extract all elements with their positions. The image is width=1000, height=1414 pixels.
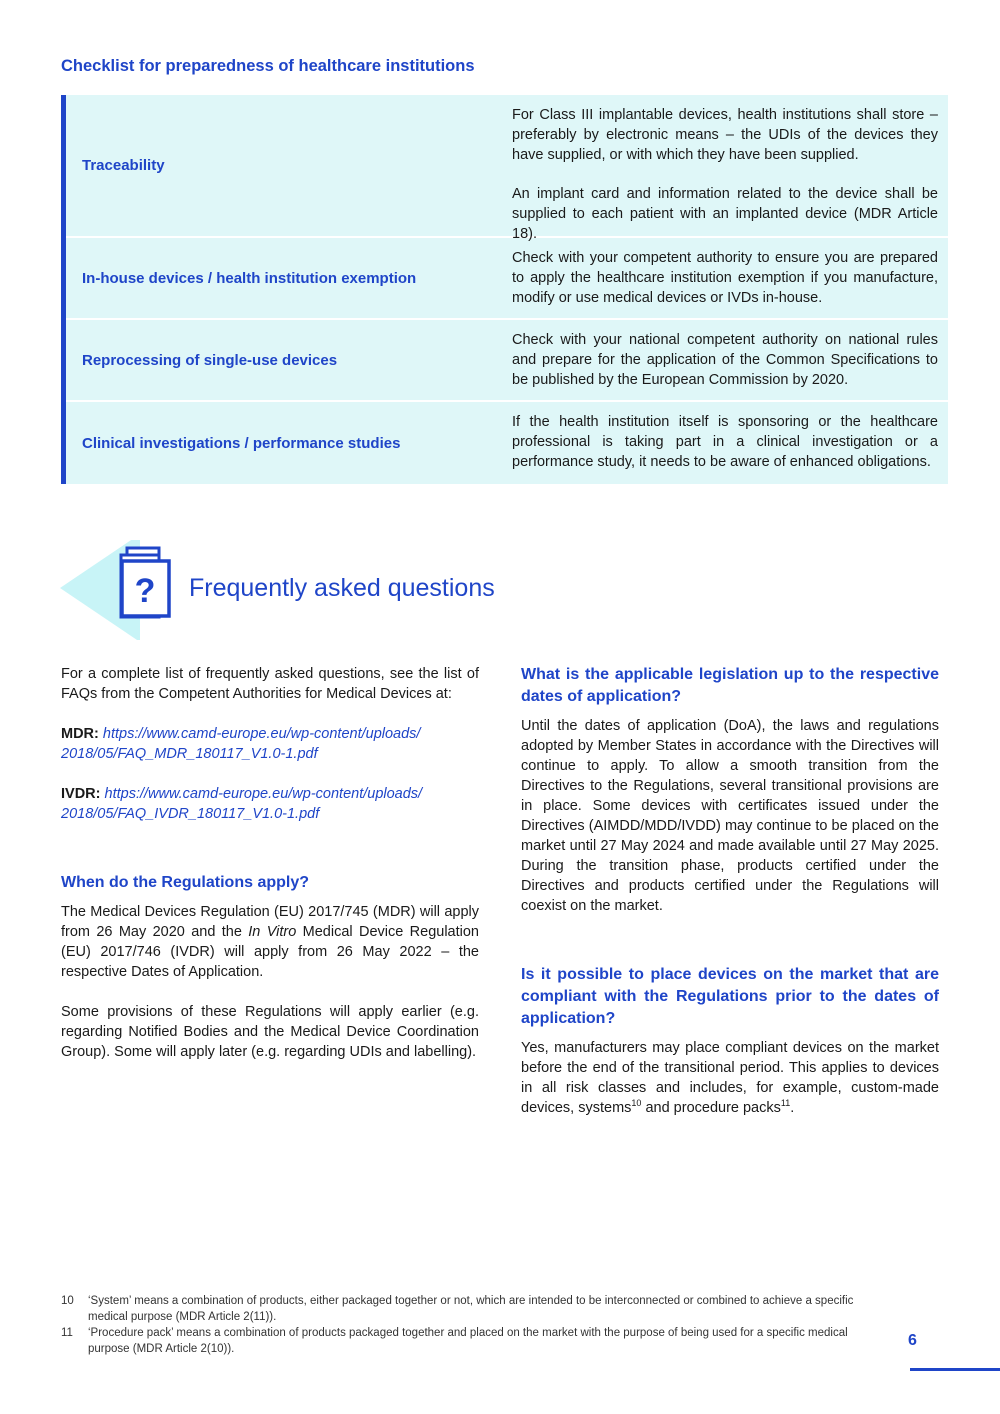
footnote-ref: 10 (631, 1098, 642, 1109)
ivdr-faq-link[interactable]: https://www.camd-europe.eu/wp-content/uploads/ 2018/05/FAQ_IVDR_180117_V1.0-1.pdf (61, 786, 423, 822)
right-column (521, 664, 939, 1118)
row-label: In-house devices / health institution exemption (82, 269, 417, 287)
checklist-row-reprocessing (66, 318, 948, 400)
faq-intro: For a complete list of frequently asked questions, see the list of FAQs from the Competent Authorities for Medical Devices at: (61, 666, 479, 702)
row-text (496, 320, 948, 400)
footnote (61, 1325, 861, 1357)
checklist-table (61, 95, 948, 484)
row-paragraph: An implant card and information related to the device shall be supplied to each patient with an implanted device (MDR Article 18). (512, 186, 938, 242)
checklist-row-traceability (66, 95, 948, 242)
svg-text:?: ? (134, 572, 156, 610)
row-paragraph: Check with your national competent authority on national rules and prepare for the application of the Common Specifications to be published by the European Commission by 2020. (512, 332, 938, 388)
mdr-label: MDR: (61, 726, 99, 742)
row-text (496, 238, 948, 318)
footnote (61, 1293, 861, 1325)
mdr-faq-link[interactable]: https://www.camd-europe.eu/wp-content/uploads/ 2018/05/FAQ_MDR_180117_V1.0-1.pdf (61, 726, 421, 762)
text-run: . (790, 1100, 795, 1116)
checklist-row-inhouse (66, 236, 948, 318)
faq-title: Frequently asked questions (189, 574, 495, 602)
footnote-text: ‘System’ means a combination of products, either packaged together or not, which are intended to be interconnected or combined to achieve a specific medical purpose (MDR Article 2(11)). (88, 1295, 854, 1323)
page-number: 6 (908, 1332, 917, 1349)
legislation-heading: What is the applicable legislation up to the respective dates of application? (521, 666, 939, 705)
checklist-row-clinical (66, 400, 948, 484)
footnotes (61, 1293, 861, 1357)
row-text (496, 95, 948, 242)
when-heading: When do the Regulations apply? (61, 874, 309, 891)
italic-run: In Vitro (248, 924, 297, 940)
left-column (61, 664, 479, 1062)
when-paragraph-1 (61, 902, 479, 982)
page-rule (910, 1368, 1000, 1371)
prior-body (521, 1038, 939, 1118)
text-run: Medical Device Regulation (EU) 2017/746 (IVDR) will apply from 26 May 2022 – the respective Dates of Application. (61, 924, 479, 980)
mdr-line (61, 724, 479, 764)
row-label: Reprocessing of single-use devices (82, 351, 338, 369)
checklist-title: Checklist for preparedness of healthcare institutions (61, 57, 475, 75)
legislation-body: Until the dates of application (DoA), the laws and regulations adopted by Member States in accordance with the Directives will continue to apply. To allow a smooth transition from the Directives to the Regulations, several transitional provisions are in place. Some devices with certificates issued under the Directives (AIMDD/MDD/IVDD) may continue to be placed on the market until 27 May 2024 and made available until 27 May 2025. During the transition phase, products certified under the Directives and products certified under the Regulations will coexist on the market. (521, 718, 939, 914)
text-run: The Medical Devices Regulation (EU) 2017/745 (MDR) will apply from 26 May 2020 and the (61, 904, 479, 940)
text-run: Yes, manufacturers may place compliant devices on the market before the end of the transitional period. This applies to devices in all risk classes and includes, for example, custom-made devices, systems (521, 1040, 939, 1116)
row-paragraph: If the health institution itself is sponsoring or the healthcare professional is taking part in a clinical investigation or a performance study, it needs to be aware of enhanced obligations. (512, 414, 938, 470)
text-run: and procedure packs (641, 1100, 781, 1116)
footnote-number: 11 (61, 1327, 73, 1339)
row-label: Traceability (82, 157, 165, 174)
when-paragraph-2: Some provisions of these Regulations will apply earlier (e.g. regarding Notified Bodies and the Medical Device Coordination Group). Some will apply later (e.g. regarding UDIs and labelling). (61, 1004, 479, 1060)
row-text (496, 402, 948, 484)
ivdr-label: IVDR: (61, 786, 101, 802)
row-paragraph: For Class III implantable devices, health institutions shall store – preferably by electronic means – the UDIs of the devices they have supplied, or with which they have been supplied. (512, 107, 938, 163)
row-label: Clinical investigations / performance studies (82, 434, 401, 452)
footnote-number: 10 (61, 1295, 74, 1307)
footnote-text: ‘Procedure pack’ means a combination of products packaged together and placed on the market with the purpose of being used for a specific medical purpose (MDR Article 2(10)). (88, 1327, 848, 1355)
row-paragraph: Check with your competent authority to ensure you are prepared to apply the healthcare institution exemption if you manufacture, modify or use medical devices or IVDs in-house. (512, 250, 938, 306)
footnote-ref: 11 (780, 1098, 791, 1109)
prior-heading: Is it possible to place devices on the market that are compliant with the Regulations prior to the dates of application? (521, 966, 939, 1027)
ivdr-line (61, 784, 479, 824)
